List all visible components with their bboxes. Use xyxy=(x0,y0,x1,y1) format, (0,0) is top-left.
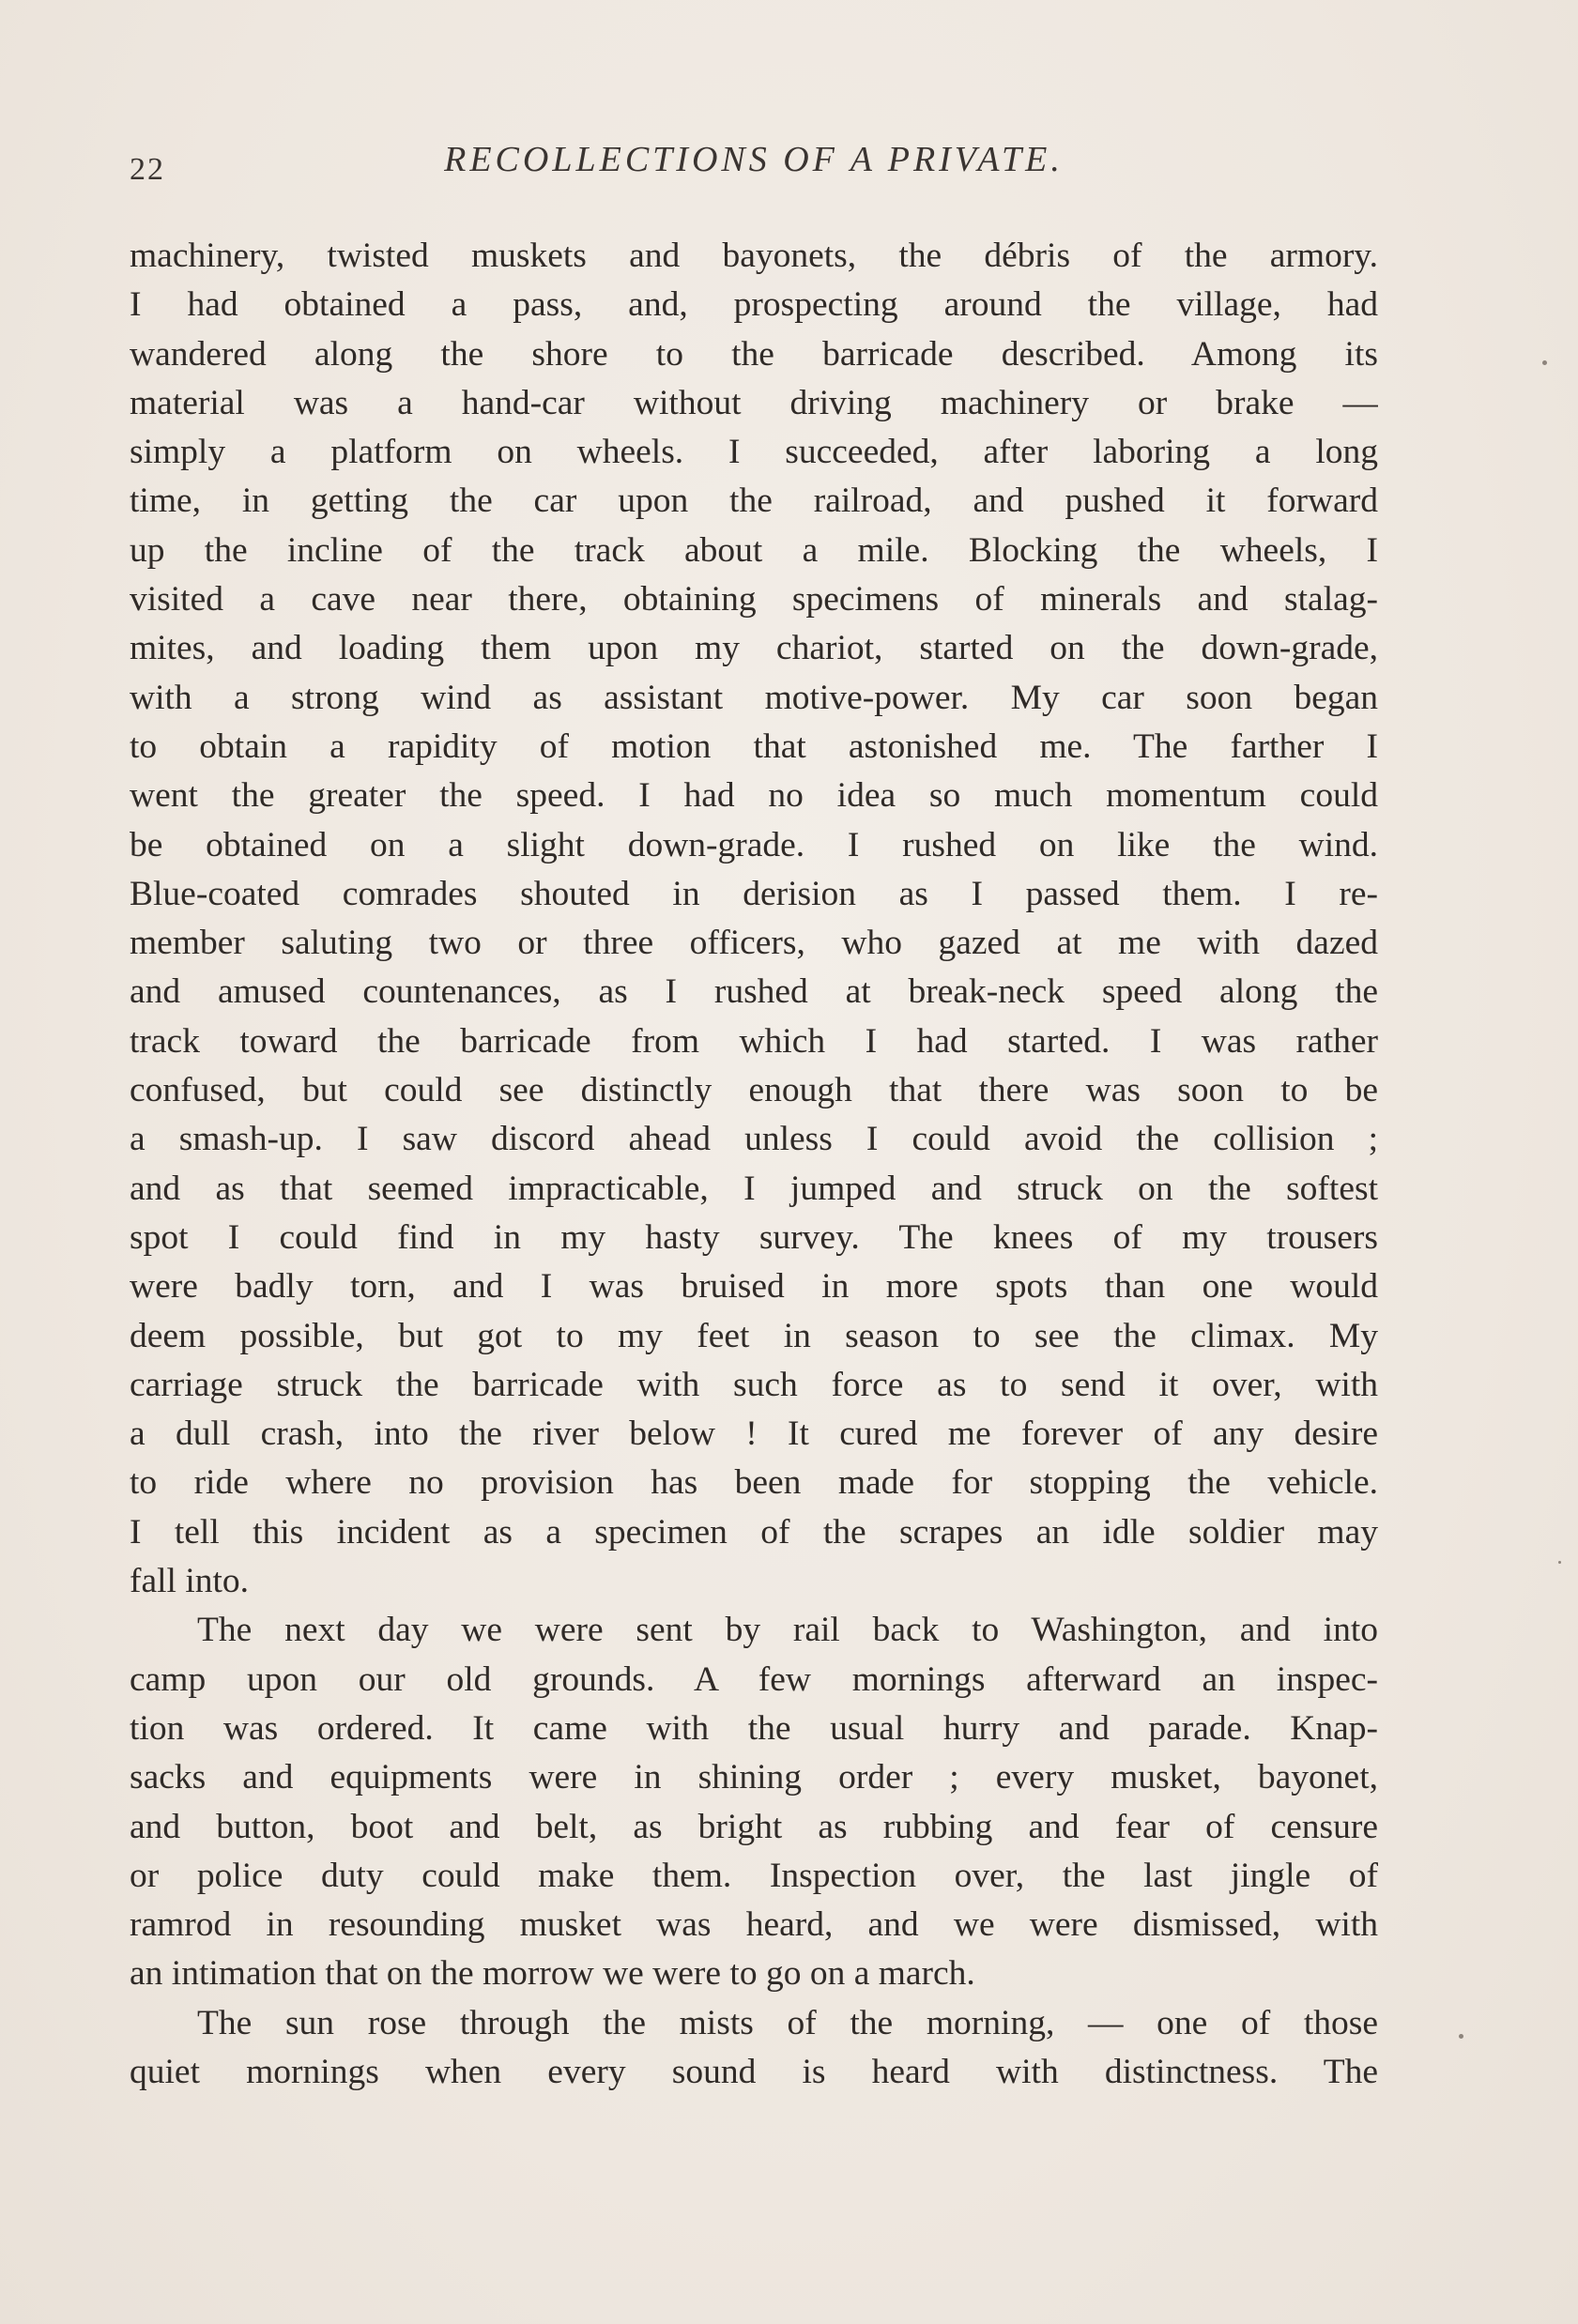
text-line: machinery, twisted muskets and bayonets, the débris of the armory. xyxy=(130,237,1378,275)
text-line: member saluting two or three officers, who gazed at me with dazed xyxy=(130,924,1378,963)
text-line: I tell this incident as a specimen of the scrapes an idle soldier may xyxy=(130,1512,1378,1552)
text-line: fall into. xyxy=(130,1562,250,1601)
running-title: RECOLLECTIONS OF A PRIVATE. xyxy=(444,140,1064,179)
body-text xyxy=(130,232,1378,2097)
text-line: ramrod in resounding musket was heard, and we were dismissed, with xyxy=(130,1905,1378,1945)
text-line: wandered along the shore to the barricade described. Among its xyxy=(130,334,1378,374)
paper-speck xyxy=(1558,1561,1561,1564)
page-number: 22 xyxy=(130,152,165,187)
text-line: or police duty could make them. Inspection over, the last jingle of xyxy=(130,1856,1378,1895)
text-line: and button, boot and belt, as bright as rubbing and fear of censure xyxy=(130,1807,1378,1846)
text-line: mites, and loading them upon my chariot, started on the down-grade, xyxy=(130,629,1378,668)
text-line: to ride where no provision has been made for stopping the vehicle. xyxy=(130,1463,1378,1503)
text-line: I had obtained a pass, and, prospecting around the village, had xyxy=(130,285,1378,325)
text-line: simply a platform on wheels. I succeeded, after laboring a long xyxy=(130,433,1378,472)
text-line: sacks and equipments were in shining order ; every musket, bayonet, xyxy=(130,1758,1378,1797)
text-line: up the incline of the track about a mile. Blocking the wheels, I xyxy=(130,530,1378,570)
text-line: be obtained on a slight down-grade. I rushed on like the wind. xyxy=(130,825,1378,864)
text-line: an intimation that on the morrow we were to go on a march. xyxy=(130,1954,975,1994)
text-line: The sun rose through the mists of the morning, — one of those xyxy=(197,2003,1378,2042)
text-line: a smash-up. I saw discord ahead unless I could avoid the collision ; xyxy=(130,1120,1378,1159)
paper-speck xyxy=(1542,360,1547,365)
running-head xyxy=(130,139,1378,186)
text-line: and amused countenances, as I rushed at break-neck speed along the xyxy=(130,972,1378,1012)
text-line: camp upon our old grounds. A few mornings afterward an inspec- xyxy=(130,1659,1378,1699)
text-line: track toward the barricade from which I had started. I was rather xyxy=(130,1021,1378,1061)
text-line: confused, but could see distinctly enough that there was soon to be xyxy=(130,1071,1378,1110)
text-line: Blue-coated comrades shouted in derision as I passed them. I re- xyxy=(130,874,1378,913)
text-line: a dull crash, into the river below ! It cured me forever of any desire xyxy=(130,1414,1378,1454)
text-line: and as that seemed impracticable, I jumped and struck on the softest xyxy=(130,1169,1378,1208)
text-line: went the greater the speed. I had no idea so much momentum could xyxy=(130,776,1378,816)
text-line: with a strong wind as assistant motive-power. My car soon began xyxy=(130,678,1378,717)
text-line: to obtain a rapidity of motion that astonished me. The farther I xyxy=(130,726,1378,766)
text-line: spot I could find in my hasty survey. The knees of my trousers xyxy=(130,1217,1378,1257)
text-line: The next day we were sent by rail back to Washington, and into xyxy=(197,1611,1378,1650)
text-line: visited a cave near there, obtaining specimens of minerals and stalag- xyxy=(130,580,1378,619)
text-line: carriage struck the barricade with such force as to send it over, with xyxy=(130,1365,1378,1404)
text-line: material was a hand-car without driving machinery or brake — xyxy=(130,383,1378,422)
text-line: time, in getting the car upon the railroad, and pushed it forward xyxy=(130,482,1378,521)
paper-speck xyxy=(1459,2034,1463,2039)
text-line: were badly torn, and I was bruised in more spots than one would xyxy=(130,1267,1378,1307)
text-line: quiet mornings when every sound is heard with distinctness. The xyxy=(130,2052,1378,2091)
text-line: deem possible, but got to my feet in season to see the climax. My xyxy=(130,1316,1378,1355)
text-line: tion was ordered. It came with the usual hurry and parade. Knap- xyxy=(130,1708,1378,1748)
